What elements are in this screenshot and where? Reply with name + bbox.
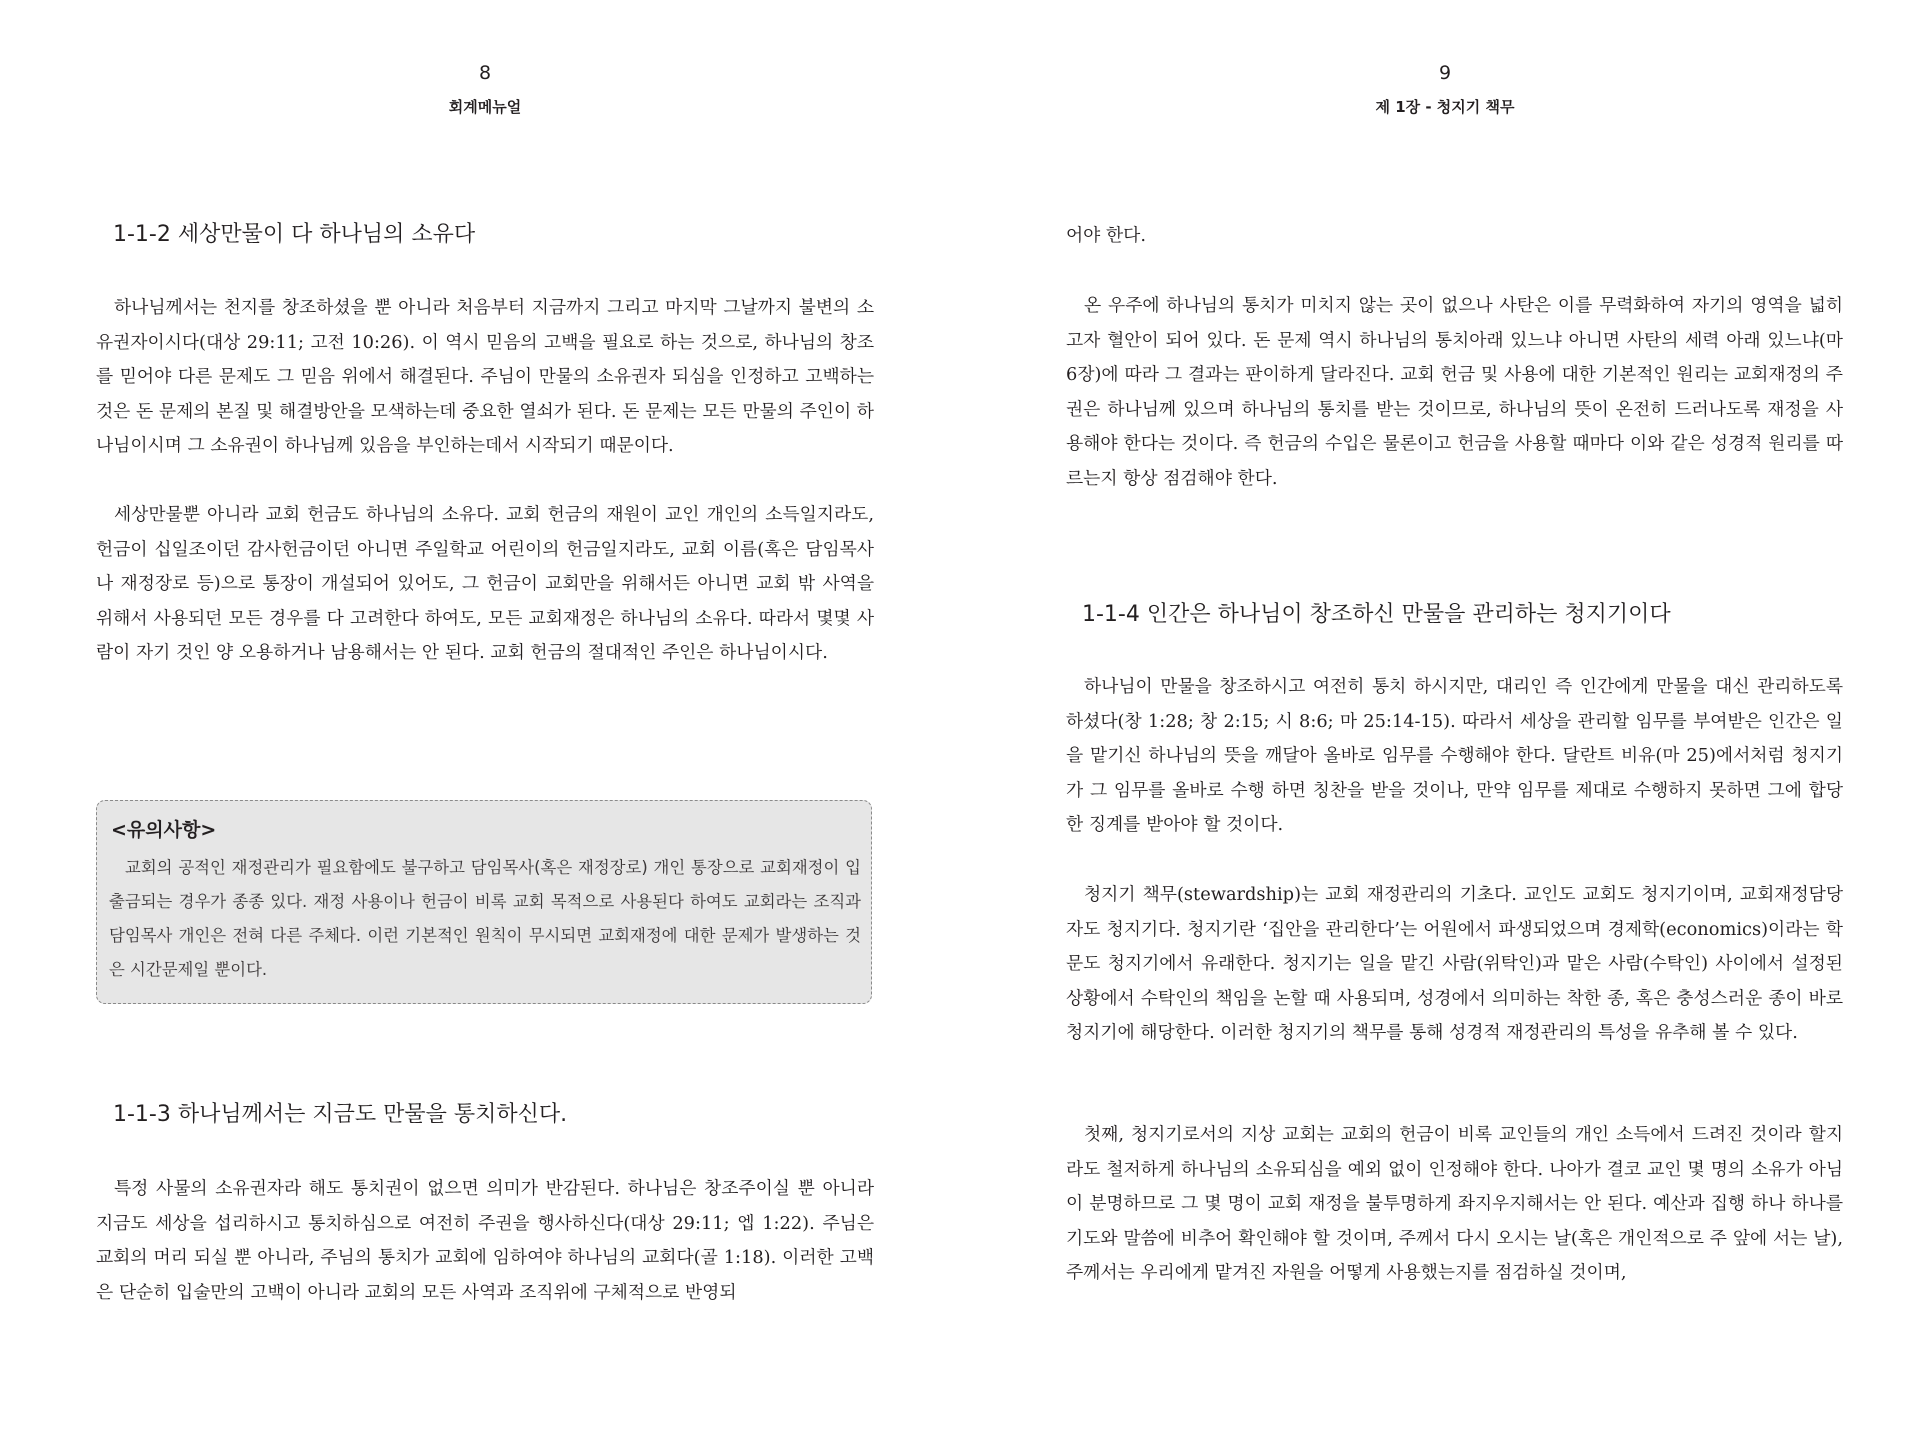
continuation-text: 어야 한다. — [1066, 225, 1147, 246]
paragraph-text: 세상만물뿐 아니라 교회 헌금도 하나님의 소유다. 교회 헌금의 재원이 교인 개인의 소득일지라도, 헌금이 십일조이던 감사헌금이던 아니면 주일학교 어린이의 헌금일지라도, 교회 이름(혹은 담임목사나 재정장로 등)으로 통장이 개설되어 있어도, 그 헌금이 교회만을 위해서든 아니면 교회 밖 사역을 위해서 사용되던 모든 경우를 다 고려한다 하여도, 모든 교회재정은 하나님의 소유다. 따라서 몇몇 사람이 자기 것인 양 오용하거나 남용해서는 안 된다. 교회 헌금의 절대적인 주인은 하나님이시다. — [96, 504, 874, 663]
paragraph — [96, 498, 874, 671]
paragraph-text: 온 우주에 하나님의 통치가 미치지 않는 곳이 없으나 사탄은 이를 무력화하여 자기의 영역을 넓히고자 혈안이 되어 있다. 돈 문제 역시 하나님의 통치아래 있느냐 아니면 사탄의 세력 아래 있느냐(마 6장)에 따라 그 결과는 판이하게 달라진다. 교회 헌금 및 사용에 대한 기본적인 원리는 교회재정의 주권은 하나님께 있으며 하나님의 통치를 받는 것이므로, 하나님의 뜻이 온전히 드러나도록 재정을 사용해야 한다는 것이다. 즉 헌금의 수입은 물론이고 헌금을 사용할 때마다 이와 같은 성경적 원리를 따르는지 항상 점검해야 한다. — [1066, 295, 1843, 489]
paragraph-text: 하나님이 만물을 창조하시고 여전히 통치 하시지만, 대리인 즉 인간에게 만물을 대신 관리하도록 하셨다(창 1:28; 창 2:15; 시 8:6; 마 25:14-15). 따라서 세상을 관리할 임무를 부여받은 인간은 일을 맡기신 하나님의 뜻을 깨달아 올바로 임무를 수행해야 한다. 달란트 비유(마 25)에서처럼 청지기가 그 임무를 올바로 수행 하면 칭찬을 받을 것이나, 만약 임무를 제대로 수행하지 못하면 그에 합당한 징계를 받아야 할 것이다. — [1066, 676, 1843, 835]
notice-body — [109, 851, 861, 987]
page-number: 8 — [478, 62, 492, 84]
right-page — [960, 0, 1920, 1434]
section-heading-1-1-4: 1-1-4 인간은 하나님이 창조하신 만물을 관리하는 청지기이다 — [1082, 602, 1671, 627]
notice-box — [96, 800, 872, 1004]
paragraph — [1066, 1118, 1843, 1291]
paragraph — [1066, 670, 1843, 843]
paragraph — [1066, 289, 1843, 496]
notice-text: 교회의 공적인 재정관리가 필요함에도 불구하고 담임목사(혹은 재정장로) 개인 통장으로 교회재정이 입출금되는 경우가 종종 있다. 재정 사용이나 헌금이 비록 교회 목적으로 사용된다 하여도 교회라는 조직과 담임목사 개인은 전혀 다른 주체다. 이런 기본적인 원칙이 무시되면 교회재정에 대한 문제가 발생하는 것은 시간문제일 뿐이다. — [109, 858, 861, 979]
paragraph-text: 특정 사물의 소유권자라 해도 통치권이 없으면 의미가 반감된다. 하나님은 창조주이실 뿐 아니라 지금도 세상을 섭리하시고 통치하심으로 여전히 주권을 행사하신다(대상 29:11; 엡 1:22). 주님은 교회의 머리 되실 뿐 아니라, 주님의 통치가 교회에 임하여야 하나님의 교회다(골 1:18). 이러한 고백은 단순히 입술만의 고백이 아니라 교회의 모든 사역과 조직위에 구체적으로 반영되 — [96, 1178, 874, 1303]
section-heading-1-1-3: 1-1-3 하나님께서는 지금도 만물을 통치하신다. — [113, 1102, 568, 1127]
paragraph — [96, 291, 874, 464]
paragraph-text: 첫째, 청지기로서의 지상 교회는 교회의 헌금이 비록 교인들의 개인 소득에서 드려진 것이라 할지라도 철저하게 하나님의 소유되심을 예외 없이 인정해야 한다. 나아가 결코 교인 몇 명의 소유가 아님이 분명하므로 그 몇 명이 교회 재정을 불투명하게 좌지우지해서는 안 된다. 예산과 집행 하나 하나를 기도와 말씀에 비추어 확인해야 할 것이며, 주께서 다시 오시는 날(혹은 개인적으로 주 앞에 서는 날), 주께서는 우리에게 맡겨진 자원을 어떻게 사용했는지를 점검하실 것이며, — [1066, 1124, 1843, 1283]
section-heading-1-1-2: 1-1-2 세상만물이 다 하나님의 소유다 — [113, 222, 476, 247]
paragraph-text: 하나님께서는 천지를 창조하셨을 뿐 아니라 처음부터 지금까지 그리고 마지막 그날까지 불변의 소유권자이시다(대상 29:11; 고전 10:26). 이 역시 믿음의 고백을 필요로 하는 것으로, 하나님의 창조를 믿어야 다른 문제도 그 믿음 위에서 해결된다. 주님이 만물의 소유권자 되심을 인정하고 고백하는 것은 돈 문제의 본질 및 해결방안을 모색하는데 중요한 열쇠가 된다. 돈 문제는 모든 만물의 주인이 하나님이시며 그 소유권이 하나님께 있음을 부인하는데서 시작되기 때문이다. — [96, 297, 874, 456]
page-number: 9 — [1438, 62, 1452, 84]
paragraph-text: 청지기 책무(stewardship)는 교회 재정관리의 기초다. 교인도 교회도 청지기이며, 교회재정담당자도 청지기다. 청지기란 ‘집안을 관리한다’는 어원에서 파생되었으며 경제학(economics)이라는 학문도 청지기에서 유래한다. 청지기는 일을 맡긴 사람(위탁인)과 맡은 사람(수탁인) 사이에서 설정된 상황에서 수탁인의 책임을 논할 때 사용되며, 성경에서 의미하는 착한 종, 혹은 충성스러운 종이 바로 청지기에 해당한다. 이러한 청지기의 책무를 통해 성경적 재정관리의 특성을 유추해 볼 수 있다. — [1066, 884, 1843, 1043]
running-title: 제 1장 - 청지기 책무 — [1375, 98, 1515, 116]
notice-title: <유의사항> — [111, 819, 217, 841]
paragraph — [1066, 878, 1843, 1051]
paragraph — [96, 1172, 874, 1310]
running-title: 회계메뉴얼 — [448, 98, 522, 116]
